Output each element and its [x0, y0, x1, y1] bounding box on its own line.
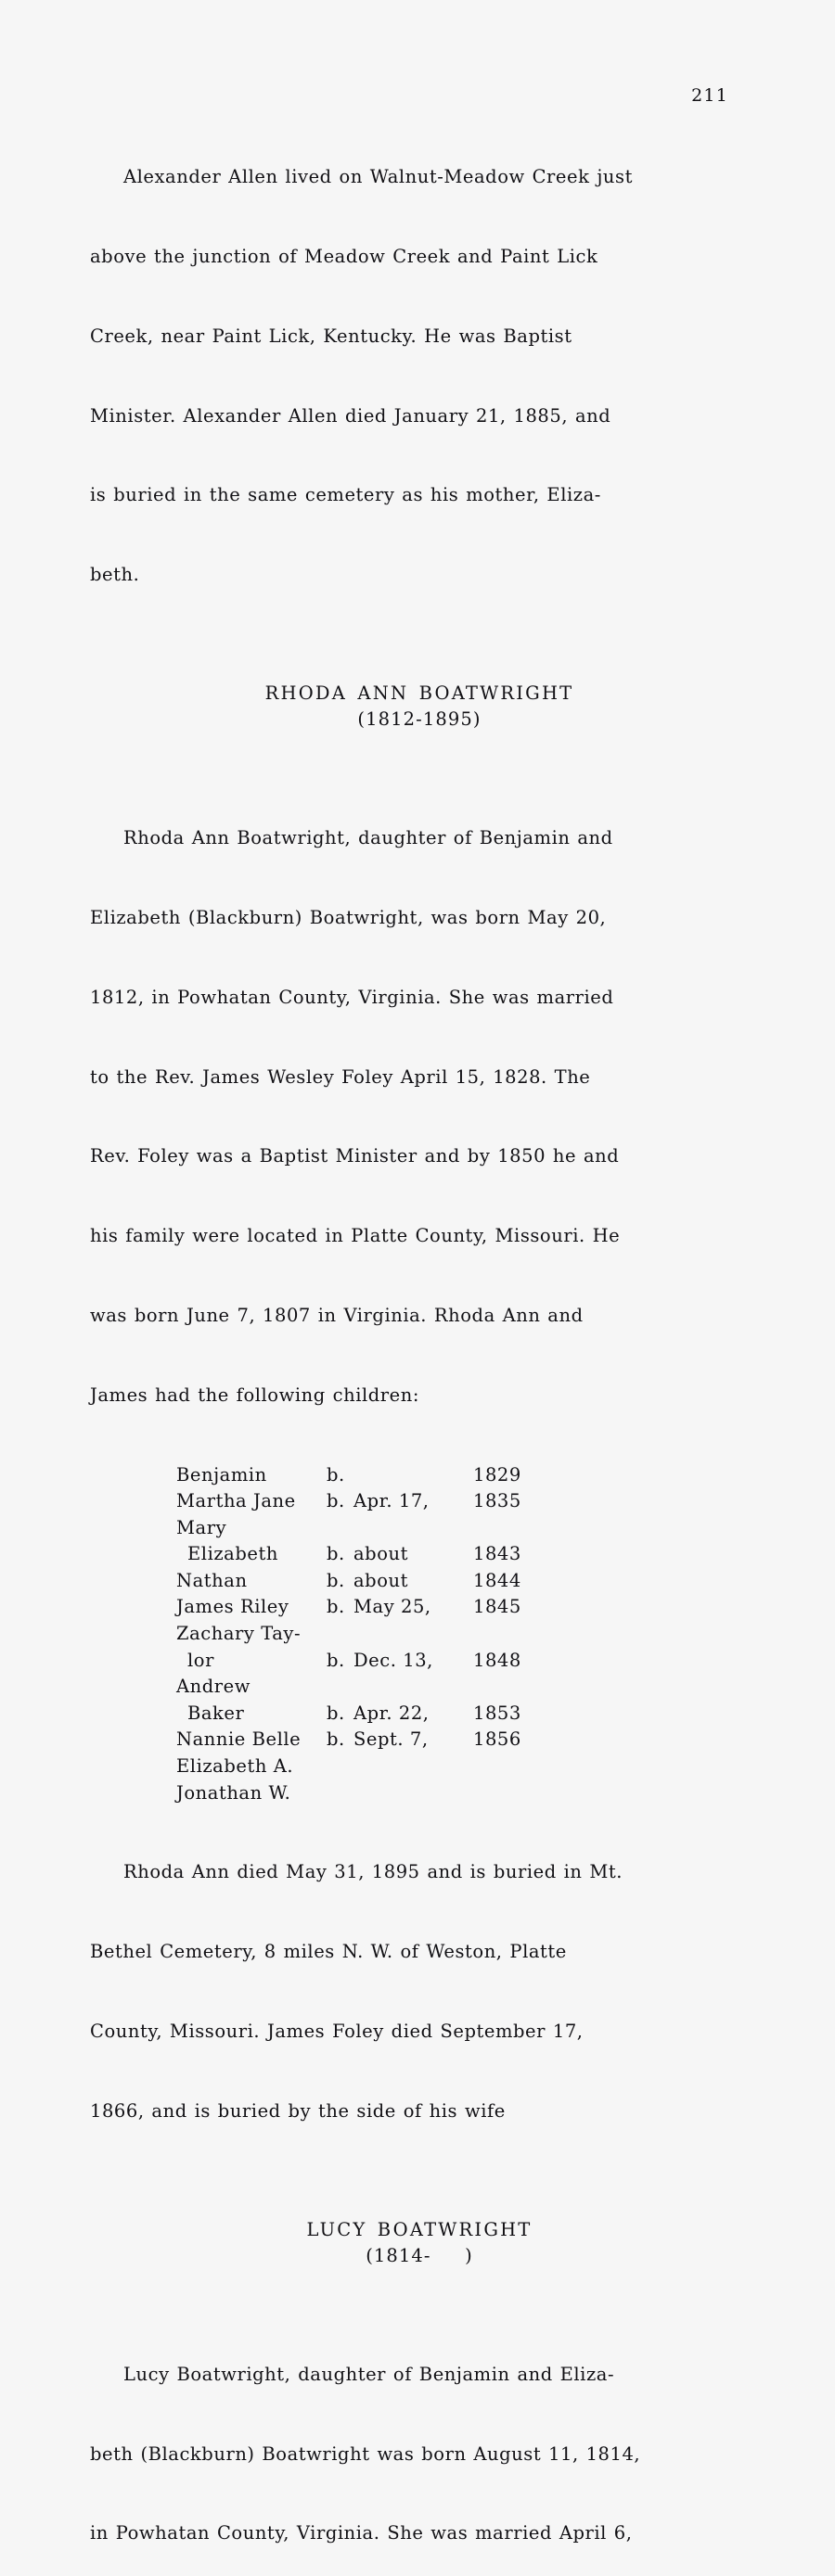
- text-line: 1866, and is buried by the side of his wife: [90, 2099, 506, 2122]
- text-line: Creek, near Paint Lick, Kentucky. He was Baptist: [90, 325, 572, 347]
- child-birth-year: 1843: [473, 1543, 521, 1565]
- text-line: James had the following children:: [90, 1384, 419, 1406]
- child-birth-date: Dec. 13,: [353, 1649, 433, 1671]
- page-number: 211: [691, 85, 728, 106]
- child-birth-date: Apr. 17,: [353, 1490, 430, 1512]
- child-birth-year: 1845: [473, 1596, 521, 1618]
- text-line: beth (Blackburn) Boatwright was born August 11, 1814,: [90, 2442, 641, 2465]
- child-birth-year: 1835: [473, 1490, 521, 1512]
- child-birth-year: 1829: [473, 1463, 521, 1486]
- text-line: County, Missouri. James Foley died September 17,: [90, 2020, 584, 2042]
- children-list: [90, 1462, 749, 1807]
- text-line: Rev. Foley was a Baptist Minister and by 1850 he and: [90, 1145, 620, 1167]
- child-birth-marker: b.: [327, 1728, 345, 1751]
- text-line: his family were located in Platte County, Missouri. He: [90, 1225, 621, 1247]
- child-birth-year: 1848: [473, 1649, 521, 1671]
- child-row: [90, 1541, 749, 1568]
- child-row: [90, 1488, 749, 1515]
- child-birth-marker: b.: [327, 1702, 345, 1724]
- page-text-column: [90, 111, 749, 2576]
- child-name: Mary: [176, 1516, 227, 1538]
- paragraph-alexander-allen: [90, 111, 749, 642]
- child-name: Elizabeth: [187, 1543, 278, 1565]
- child-row: [90, 1753, 749, 1780]
- child-birth-marker: b.: [327, 1543, 345, 1565]
- text-line: to the Rev. James Wesley Foley April 15, 1828. The: [90, 1065, 591, 1088]
- text-line: Bethel Cemetery, 8 miles N. W. of Weston, Platte: [90, 1941, 567, 1963]
- child-row: [90, 1648, 749, 1675]
- heading-title: LUCY BOATWRIGHT: [306, 2218, 533, 2240]
- child-row: [90, 1701, 749, 1728]
- child-name: Jonathan W.: [176, 1781, 291, 1804]
- child-birth-marker: b.: [327, 1569, 345, 1591]
- text-line: was born June 7, 1807 in Virginia. Rhoda Ann and: [90, 1304, 584, 1326]
- child-name: Zachary Tay-: [176, 1623, 302, 1645]
- child-row: [90, 1780, 749, 1807]
- heading-dates: (1812-1895): [357, 708, 482, 731]
- child-row: [90, 1727, 749, 1753]
- child-name: Benjamin: [176, 1463, 267, 1486]
- text-line: is buried in the same cemetery as his mother, Eliza-: [90, 484, 601, 506]
- child-birth-marker: b.: [327, 1596, 345, 1618]
- child-birth-marker: b.: [327, 1463, 345, 1486]
- child-birth-date: about: [353, 1569, 408, 1591]
- child-name: Elizabeth A.: [176, 1755, 294, 1778]
- child-name: Martha Jane: [176, 1490, 296, 1512]
- text-line: Elizabeth (Blackburn) Boatwright, was born May 20,: [90, 907, 607, 929]
- child-name: lor: [187, 1649, 214, 1671]
- section-heading-lucy: [90, 2217, 749, 2270]
- child-row: [90, 1462, 749, 1489]
- child-row: [90, 1621, 749, 1648]
- text-line: 1812, in Powhatan County, Virginia. She was married: [90, 986, 614, 1008]
- section-spacer: [90, 2178, 749, 2217]
- text-line: Lucy Boatwright, daughter of Benjamin and Eliza-: [123, 2363, 615, 2385]
- child-birth-marker: b.: [327, 1649, 345, 1671]
- child-name: Baker: [187, 1702, 245, 1724]
- child-birth-date: May 25,: [353, 1596, 431, 1618]
- heading-title: RHODA ANN BOATWRIGHT: [264, 682, 574, 704]
- section-spacer: [90, 642, 749, 681]
- heading-dates: (1814- ): [366, 2245, 473, 2267]
- child-birth-year: 1844: [473, 1569, 521, 1591]
- child-row: [90, 1594, 749, 1621]
- child-birth-date: about: [353, 1543, 408, 1565]
- paragraph-rhoda-intro: [90, 772, 749, 1461]
- child-row: [90, 1515, 749, 1542]
- text-line: in Powhatan County, Virginia. She was married April 6,: [90, 2522, 633, 2544]
- text-line: Minister. Alexander Allen died January 21, 1885, and: [90, 404, 611, 427]
- text-line: beth.: [90, 564, 140, 586]
- paragraph-rhoda-death: [90, 1806, 749, 2177]
- text-line: above the junction of Meadow Creek and Paint Lick: [90, 245, 598, 267]
- section-spacer: [90, 733, 749, 772]
- child-name: Nathan: [176, 1569, 248, 1591]
- child-birth-marker: b.: [327, 1490, 345, 1512]
- child-row: [90, 1674, 749, 1701]
- child-name: Nannie Belle: [176, 1728, 302, 1751]
- child-birth-date: Sept. 7,: [353, 1728, 429, 1751]
- child-birth-date: Apr. 22,: [353, 1702, 430, 1724]
- child-name: Andrew: [176, 1676, 250, 1698]
- text-line: Alexander Allen lived on Walnut-Meadow Creek just: [123, 166, 633, 188]
- section-heading-rhoda: [90, 681, 749, 733]
- child-row: [90, 1568, 749, 1595]
- text-line: Rhoda Ann Boatwright, daughter of Benjamin and: [123, 827, 613, 849]
- section-spacer: [90, 2270, 749, 2309]
- text-line: Rhoda Ann died May 31, 1895 and is buried in Mt.: [123, 1861, 623, 1883]
- child-birth-year: 1856: [473, 1728, 521, 1751]
- paragraph-lucy-intro: [90, 2309, 749, 2576]
- child-name: James Riley: [176, 1596, 289, 1618]
- child-birth-year: 1853: [473, 1702, 521, 1724]
